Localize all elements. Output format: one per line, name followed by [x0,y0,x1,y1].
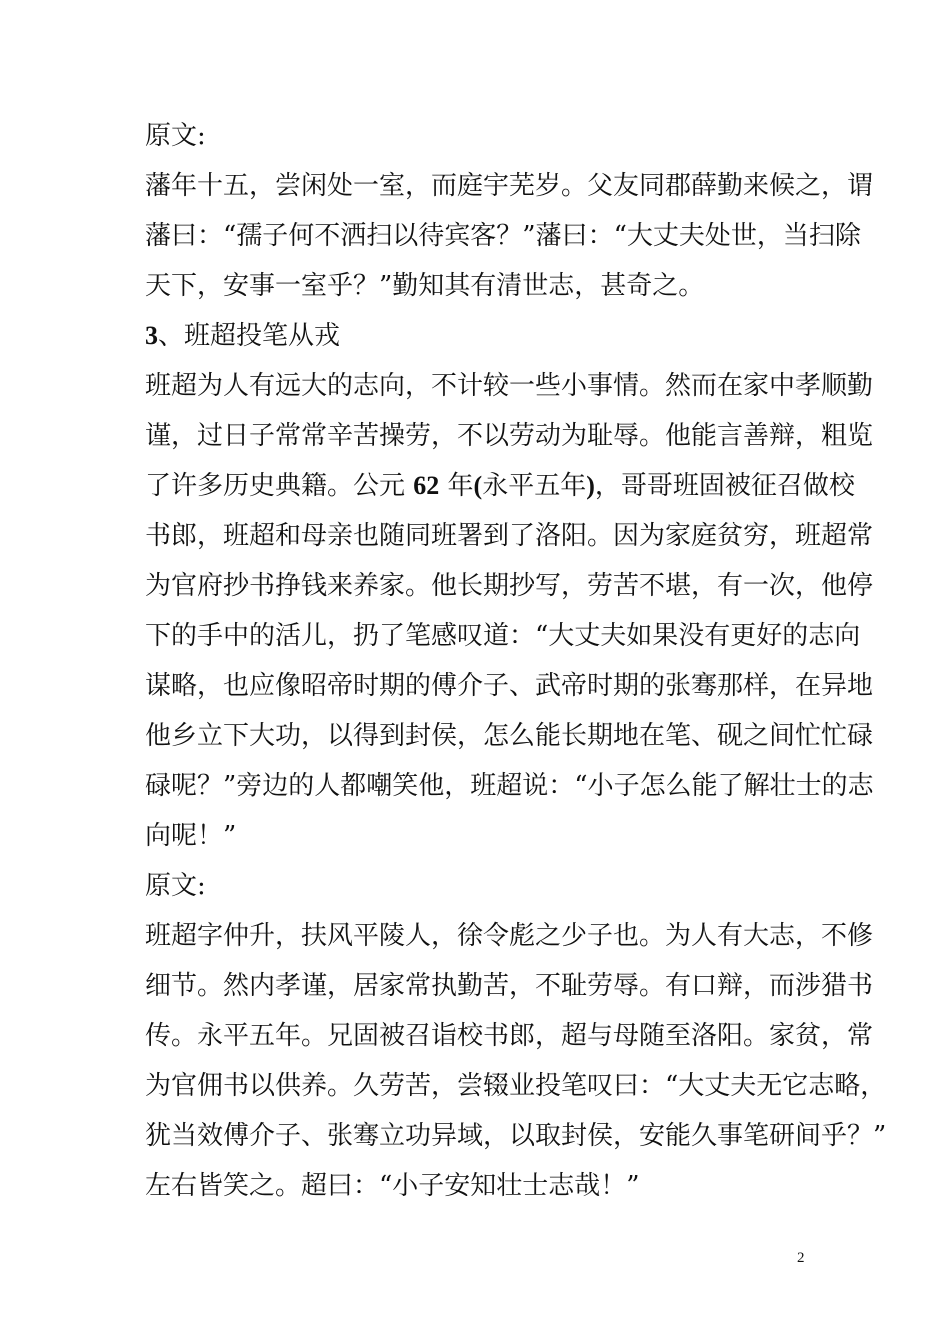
section-heading [145,311,810,361]
page-number: 2 [797,1250,805,1266]
document-body [145,111,887,1211]
text-line: 藩曰：“孺子何不洒扫以待宾客？”藩曰：“大丈夫处世，当扫除 [145,221,861,251]
text-fragment: 年 [439,471,474,501]
text-fragment: 永平五年 [482,471,587,501]
text-line: 班超字仲升，扶风平陵人，徐令彪之少子也。为人有大志，不修 [145,921,874,951]
year-number: 62 [413,471,440,500]
text-line: 谨，过日子常常辛苦操劳，不以劳动为耻辱。他能言善辩，粗览 [145,421,874,451]
section-number: 3 [145,321,158,350]
paren-close: ) [586,471,595,500]
text-line: 犹当效傅介子、张骞立功异域，以取封侯，安能久事笔研间乎？” [145,1121,887,1151]
text-line: 左右皆笑之。超曰：“小子安知壮士志哉！” [145,1171,640,1201]
text-line: 书郎，班超和母亲也随同班署到了洛阳。因为家庭贫穷，班超常 [145,521,874,551]
text-line: 他乡立下大功，以得到封侯，怎么能长期地在笔、砚之间忙忙碌 [145,721,874,751]
text-line: 下的手中的活儿，扔了笔感叹道：“大丈夫如果没有更好的志向 [145,621,861,651]
text-line [145,461,855,511]
text-line: 细节。然内孝谨，居家常执勤苦，不耻劳辱。有口辩，而涉猎书 [145,971,874,1001]
section-title: 、班超投笔从戎 [158,321,341,351]
text-fragment: ，哥哥班固被征召做校 [594,471,855,501]
text-line: 天下，安事一室乎？”勤知其有清世志，甚奇之。 [145,271,705,301]
text-line: 班超为人有远大的志向，不计较一些小事情。然而在家中孝顺勤 [145,371,874,401]
text-line: 为官府抄书挣钱来养家。他长期抄写，劳苦不堪，有一次，他停 [145,571,874,601]
text-line: 谋略，也应像昭帝时期的傅介子、武帝时期的张骞那样，在异地 [145,671,874,701]
section-label: 原文: [145,871,206,901]
text-line: 传。永平五年。兄固被召诣校书郎，超与母随至洛阳。家贫，常 [145,1021,874,1051]
section-label: 原文: [145,121,206,151]
text-line: 向呢！” [145,821,237,851]
text-fragment: 了许多历史典籍。公元 [145,471,414,501]
text-line: 藩年十五，尝闲处一室，而庭宇芜岁。父友同郡薛勤来候之，谓 [145,171,874,201]
text-line: 碌呢？”旁边的人都嘲笑他，班超说：“小子怎么能了解壮士的志 [145,771,874,801]
paren-open: ( [473,471,483,500]
text-line: 为官佣书以供养。久劳苦，尝辍业投笔叹曰：“大丈夫无它志略， [145,1071,887,1101]
